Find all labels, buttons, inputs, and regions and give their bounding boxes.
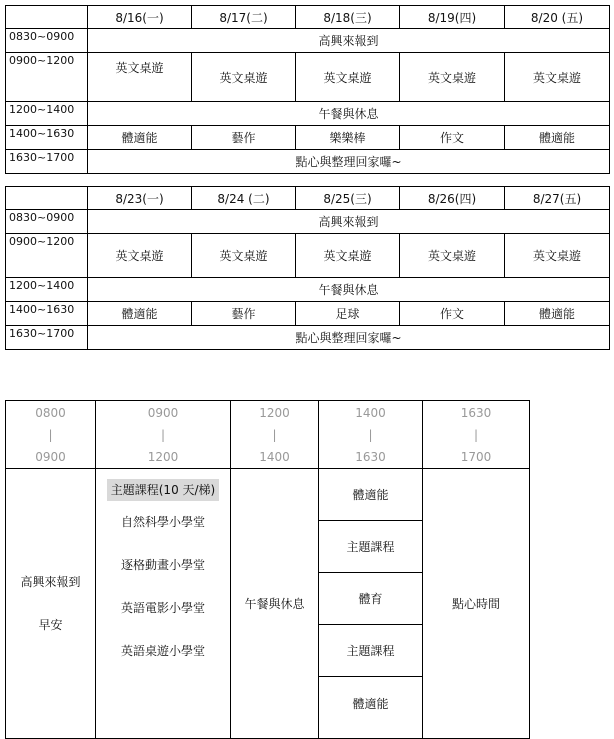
week2-schedule-table bbox=[5, 186, 610, 350]
activity-cell: 藝作 bbox=[192, 302, 296, 326]
separator: | bbox=[272, 427, 277, 442]
greeting-text: 早安 bbox=[38, 617, 63, 632]
activity-cell: 英文桌遊 bbox=[88, 234, 192, 278]
date-header: 8/24 (二) bbox=[192, 187, 296, 210]
activity-cell: 體適能 bbox=[88, 126, 192, 150]
daily-overview-table bbox=[5, 400, 530, 739]
time-slot: 0830~0900 bbox=[6, 29, 88, 53]
date-header: 8/20 (五) bbox=[505, 6, 610, 29]
corner-cell bbox=[6, 6, 88, 29]
activity-cell: 英文桌遊 bbox=[505, 53, 610, 102]
course-item: 英語電影小學堂 bbox=[120, 601, 205, 615]
course-item: 自然科學小學堂 bbox=[120, 515, 205, 529]
date-header: 8/27(五) bbox=[505, 187, 610, 210]
course-item: 英語桌遊小學堂 bbox=[120, 644, 205, 658]
arrival-column bbox=[6, 469, 96, 739]
afternoon-row bbox=[6, 302, 610, 326]
activity-cell: 英文桌遊 bbox=[296, 234, 400, 278]
separator: | bbox=[473, 427, 479, 442]
date-header: 8/17(二) bbox=[192, 6, 296, 29]
date-header: 8/26(四) bbox=[400, 187, 505, 210]
time-range-header bbox=[319, 401, 423, 469]
snack-row bbox=[6, 326, 610, 350]
separator: | bbox=[368, 427, 373, 442]
date-header: 8/25(三) bbox=[296, 187, 400, 210]
afternoon-activity: 主題課程 bbox=[319, 521, 422, 573]
time-slot: 1200~1400 bbox=[6, 102, 88, 126]
activity-cell: 作文 bbox=[400, 126, 505, 150]
arrival-cell: 高興來報到 bbox=[88, 29, 610, 53]
snack-cell: 點心與整理回家囉~ bbox=[88, 150, 610, 174]
start-time: 1200 bbox=[259, 405, 290, 420]
overview-header-row bbox=[6, 401, 530, 469]
activity-cell: 體適能 bbox=[88, 302, 192, 326]
time-slot: 0900~1200 bbox=[6, 234, 88, 278]
date-header: 8/19(四) bbox=[400, 6, 505, 29]
end-time: 1630 bbox=[355, 449, 386, 464]
afternoon-activity: 體育 bbox=[319, 573, 422, 625]
time-slot: 1630~1700 bbox=[6, 150, 88, 174]
start-time: 0900 bbox=[147, 405, 179, 420]
separator: | bbox=[48, 427, 53, 442]
header-row bbox=[6, 187, 610, 210]
snack-cell: 點心與整理回家囉~ bbox=[88, 326, 610, 350]
separator: | bbox=[160, 427, 166, 442]
time-slot: 0900~1200 bbox=[6, 53, 88, 102]
overview-body-row bbox=[6, 469, 530, 739]
snack-row bbox=[6, 150, 610, 174]
lunch-cell: 午餐與休息 bbox=[88, 278, 610, 302]
lunch-row bbox=[6, 102, 610, 126]
arrival-row bbox=[6, 29, 610, 53]
end-time: 1700 bbox=[460, 449, 492, 464]
time-slot: 1400~1630 bbox=[6, 302, 88, 326]
activity-cell: 英文桌遊 bbox=[400, 234, 505, 278]
header-row bbox=[6, 6, 610, 29]
lunch-row bbox=[6, 278, 610, 302]
corner-cell bbox=[6, 187, 88, 210]
afternoon-row bbox=[6, 126, 610, 150]
activity-cell: 英文桌遊 bbox=[400, 53, 505, 102]
activity-cell: 英文桌遊 bbox=[88, 53, 192, 102]
activity-cell: 英文桌遊 bbox=[192, 234, 296, 278]
activity-cell: 體適能 bbox=[505, 302, 610, 326]
morning-row bbox=[6, 234, 610, 278]
start-time: 1400 bbox=[355, 405, 386, 420]
date-header: 8/16(一) bbox=[88, 6, 192, 29]
course-item: 逐格動畫小學堂 bbox=[120, 558, 205, 572]
time-range-header bbox=[96, 401, 231, 469]
time-slot: 1630~1700 bbox=[6, 326, 88, 350]
time-range-header bbox=[6, 401, 96, 469]
arrival-row bbox=[6, 210, 610, 234]
afternoon-activity: 主題課程 bbox=[319, 625, 422, 677]
activity-cell: 足球 bbox=[296, 302, 400, 326]
activity-cell: 英文桌遊 bbox=[505, 234, 610, 278]
time-slot: 0830~0900 bbox=[6, 210, 88, 234]
afternoon-column bbox=[319, 469, 423, 739]
end-time: 1400 bbox=[259, 449, 290, 464]
date-header: 8/18(三) bbox=[296, 6, 400, 29]
time-range-header bbox=[231, 401, 319, 469]
activity-cell: 英文桌遊 bbox=[192, 53, 296, 102]
date-header: 8/23(一) bbox=[88, 187, 192, 210]
afternoon-activity: 體適能 bbox=[319, 469, 422, 521]
arrival-cell: 高興來報到 bbox=[88, 210, 610, 234]
activity-cell: 藝作 bbox=[192, 126, 296, 150]
start-time: 1630 bbox=[460, 405, 492, 420]
activity-cell: 體適能 bbox=[505, 126, 610, 150]
lunch-column: 午餐與休息 bbox=[231, 469, 319, 739]
activity-cell: 作文 bbox=[400, 302, 505, 326]
theme-course-title: 主題課程(10 天/梯) bbox=[107, 479, 220, 501]
morning-row bbox=[6, 53, 610, 102]
theme-course-column bbox=[96, 469, 231, 739]
start-time: 0800 bbox=[35, 405, 66, 420]
end-time: 0900 bbox=[35, 449, 66, 464]
arrival-text: 高興來報到 bbox=[20, 574, 81, 589]
activity-cell: 英文桌遊 bbox=[296, 53, 400, 102]
time-slot: 1400~1630 bbox=[6, 126, 88, 150]
end-time: 1200 bbox=[147, 449, 179, 464]
week1-schedule-table bbox=[5, 5, 610, 174]
time-slot: 1200~1400 bbox=[6, 278, 88, 302]
snack-column: 點心時間 bbox=[423, 469, 530, 739]
time-range-header bbox=[423, 401, 530, 469]
activity-cell: 樂樂棒 bbox=[296, 126, 400, 150]
afternoon-activity: 體適能 bbox=[352, 696, 389, 711]
lunch-cell: 午餐與休息 bbox=[88, 102, 610, 126]
